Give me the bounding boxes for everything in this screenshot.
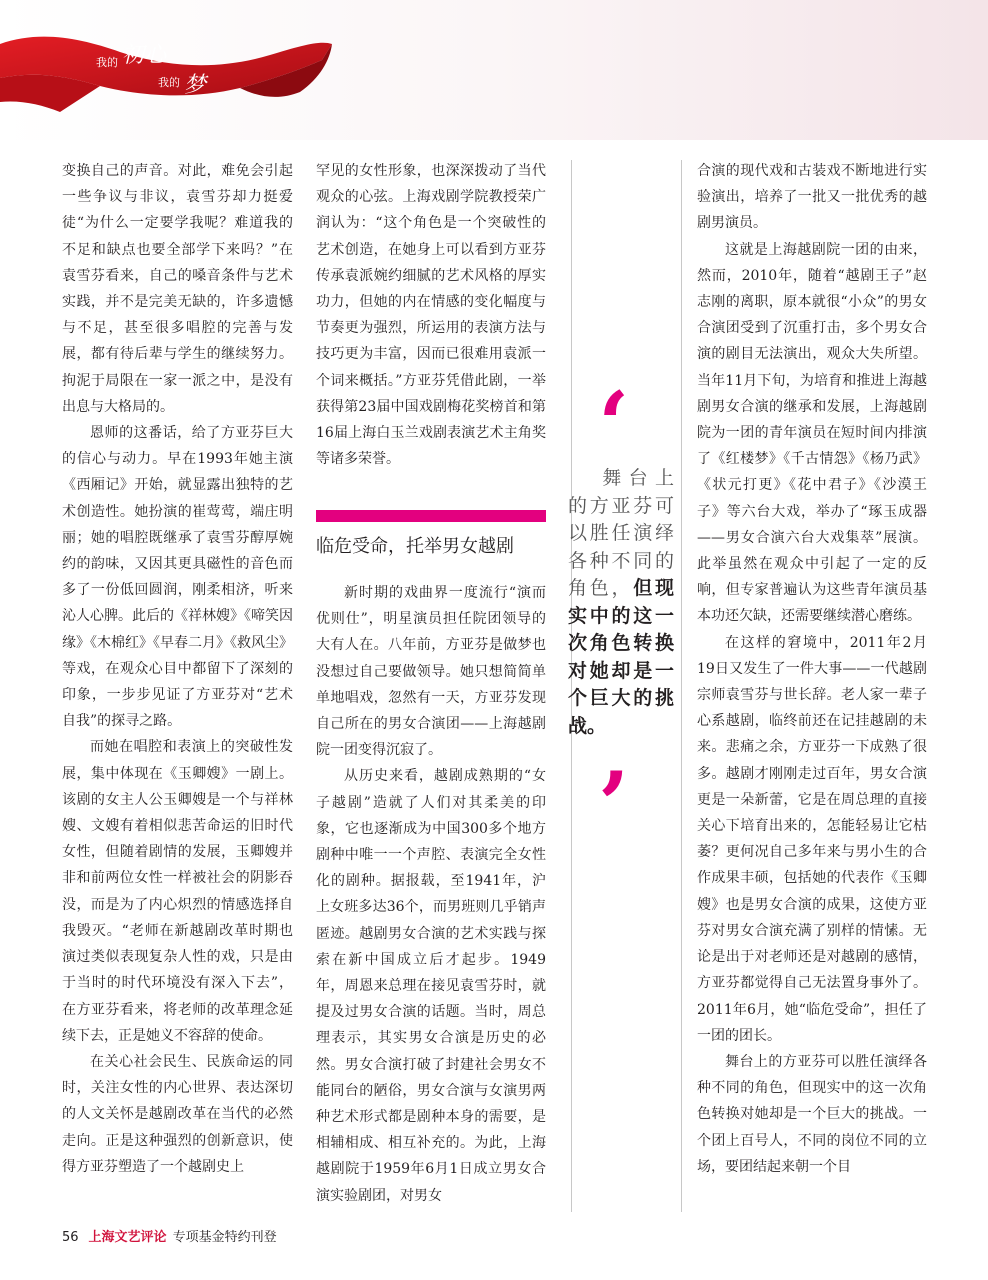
header-banner: [0, 0, 988, 140]
pull-quote-normal: 舞台上的方亚芬可以胜任演绎各种不同的角色，: [568, 467, 674, 599]
page-number: 56: [62, 1230, 79, 1245]
paragraph: 新时期的戏曲界一度流行“演而优则仕”，明星演员担任院团领导的大有人在。八年前，方亚芬是做梦也没想过自己要做领导。她只想简简单单地唱戏，忽然有一天，方亚芬发现自己所在的男女合演团——上海越剧院一团变得沉寂了。: [316, 585, 546, 759]
column-divider: [681, 160, 682, 1212]
slogan-text-4: 梦: [184, 73, 207, 98]
quote-close-icon: ’: [598, 752, 630, 858]
column-1: [62, 158, 293, 1180]
column-2-bottom: [316, 580, 546, 1209]
slogan-text-1: 我的: [96, 56, 118, 69]
paragraph: 而她在唱腔和表演上的突破性发展，集中体现在《玉卿嫂》一剧上。该剧的女主人公玉卿嫂是一个与祥林嫂、文嫂有着相似悲苦命运的旧时代女性，但随着剧情的发展，玉卿嫂并非和前两位女性一样被社会的阴影吞没，而是为了内心炽烈的情感选择自我毁灭。“老师在新越剧改革时期也演过类似表现复杂人性的戏，只是由于当时的时代环境没有深入下去”，在方亚芬看来，将老师的改革理念延续下去，正是她义不容辞的使命。: [62, 739, 293, 1044]
column-2: [316, 158, 546, 472]
slogan-text-3: 我的: [158, 76, 180, 89]
section-bar: [316, 510, 546, 522]
page-footer: [62, 1226, 277, 1245]
footer-subtitle: 专项基金特约刊登: [172, 1230, 277, 1245]
slogan-text-2: 初心: [122, 43, 167, 68]
paragraph: 舞台上的方亚芬可以胜任演绎各种不同的角色，但现实中的这一次角色转换对她却是一个巨大的挑战。一个团上百号人，不同的岗位不同的立场，要团结起来朝一个目: [697, 1053, 927, 1175]
section-title: 临危受命，托举男女越剧: [316, 536, 514, 557]
magazine-name: 上海文艺评论: [88, 1230, 167, 1245]
paragraph: 在关心社会民生、民族命运的同时，关注女性的内心世界、表达深切的人文关怀是越剧改革在当代的必然走向。正是这种强烈的创新意识，使得方亚芬塑造了一个越剧史上: [62, 1053, 293, 1175]
paragraph: 从历史来看，越剧成熟期的“女子越剧”造就了人们对其柔美的印象，它也逐渐成为中国300多个地方剧种中唯一一个声腔、表演完全女性化的剧种。据报载，至1941年，沪上女班多达36个，而男班则几乎销声匿迹。越剧男女合演的艺术实践与探索在新中国成立后才起步。1949年，周恩来总理在接见袁雪芬时，就提及过男女合演的话题。当时，周总理表示，其实男女合演是历史的必然。男女合演打破了封建社会男女不能同台的陋俗，男女合演与女演男两种艺术形式都是剧种本身的需要，是相辅相成、相互补充的。为此，上海越剧院于1959年6月1日成立男女合演实验剧团，对男女: [316, 768, 546, 1204]
paragraph: 恩师的这番话，给了方亚芬巨大的信心与动力。早在1993年她主演《西厢记》开始，就显露出独特的艺术创造性。她扮演的崔莺莺，端庄明丽；她的唱腔既继承了袁雪芬醇厚婉约的韵味，又因其更具磁性的音色而多了一份低回圆润，刚柔相济，听来沁人心脾。此后的《祥林嫂》《啼笑因缘》《木棉红》《早春二月》《救风尘》等戏，在观众心目中都留下了深刻的印象，一步步见证了方亚芬对“艺术自我”的探寻之路。: [62, 425, 293, 730]
paragraph: 在这样的窘境中，2011年2月19日又发生了一件大事——一代越剧宗师袁雪芬与世长辞。老人家一辈子心系越剧，临终前还在记挂越剧的未来。悲痛之余，方亚芬一下成熟了很多。越剧才刚刚走过百年，男女合演更是一朵新蕾，它是在周总理的直接关心下培育出来的，怎能轻易让它枯萎？更何况自己多年来与男小生的合作成果丰硕，包括她的代表作《玉卿嫂》也是男女合演的成果，这使方亚芬对男女合演充满了别样的情愫。无论是出于对老师还是对越剧的感情，方亚芬都觉得自己无法置身事外了。2011年6月，她“临危受命”，担任了一团的团长。: [697, 634, 927, 1044]
column-4: [697, 158, 927, 1180]
pull-quote: [568, 465, 674, 740]
paragraph: 变换自己的声音。对此，难免会引起一些争议与非议，袁雪芬却力挺爱徒“为什么一定要学我呢？难道我的不足和缺点也要全部学下来吗？”在袁雪芬看来，自己的嗓音条件与艺术实践，并不是完美无缺的，许多遗憾与不足，甚至很多唱腔的完善与发展，都有待后辈与学生的继续努力。拘泥于局限在一家一派之中，是没有出息与大格局的。: [62, 163, 293, 415]
paragraph: 这就是上海越剧院一团的由来，然而，2010年，随着“越剧王子”赵志刚的离职，原本就很“小众”的男女合演团受到了沉重打击，多个男女合演的剧目无法演出，观众大失所望。当年11月下旬，为培育和推进上海越剧男女合演的继承和发展，上海越剧院为一团的青年演员在短时间内排演了《红楼梦》《千古情怨》《杨乃武》《状元打更》《花中君子》《沙漠王子》等六台大戏，举办了“琢玉成器——男女合演六台大戏集萃”展演。此举虽然在观众中引起了一定的反响，但专家普遍认为这些青年演员基本功还欠缺，还需要继续潜心磨练。: [697, 241, 927, 625]
paragraph: 合演的现代戏和古装戏不断地进行实验演出，培养了一批又一批优秀的越剧男演员。: [697, 163, 927, 232]
quote-open-icon: ‘: [598, 372, 630, 478]
paragraph: 罕见的女性形象，也深深拨动了当代观众的心弦。上海戏剧学院教授荣广润认为：“这个角色是一个突破性的艺术创造，在她身上可以看到方亚芬传承袁派婉约细腻的艺术风格的厚实功力，但她的内在情感的变化幅度与节奏更为强烈，所运用的表演方法与技巧更为丰富，因而已很难用袁派一个词来概括。”方亚芬凭借此剧，一举获得第23届中国戏剧梅花奖榜首和第16届上海白玉兰戏剧表演艺术主角奖等诸多荣誉。: [316, 163, 546, 468]
pull-quote-bold: 但现实中的这一次角色转换对她却是一个巨大的挑战。: [568, 577, 674, 737]
